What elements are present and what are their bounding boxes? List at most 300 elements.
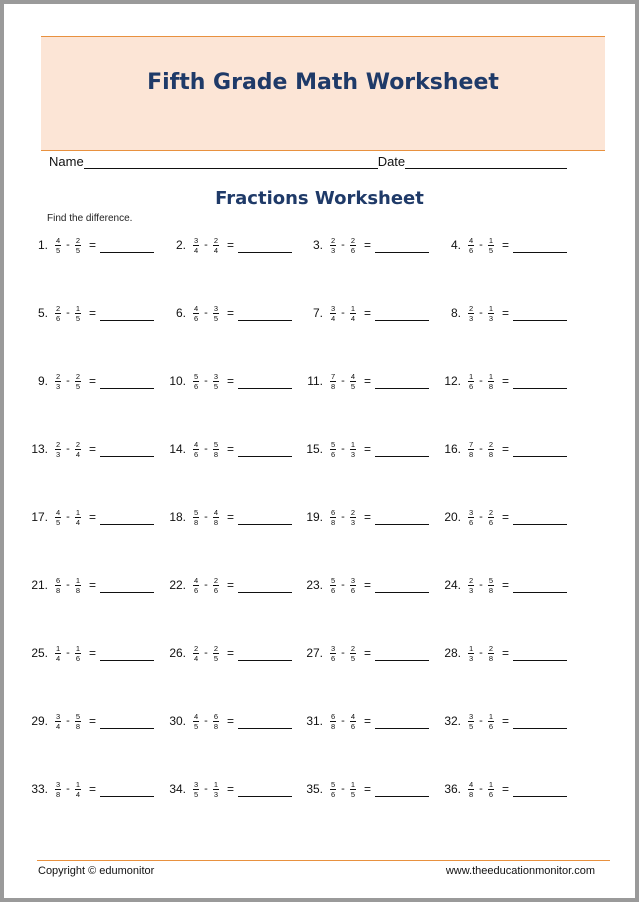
subtrahend-fraction (213, 780, 219, 799)
subtrahend-fraction (75, 644, 81, 663)
denominator: 6 (331, 653, 336, 663)
subtrahend-fraction (350, 508, 356, 527)
denominator: 6 (469, 517, 474, 527)
denominator: 3 (213, 789, 219, 799)
problem-number: 33. (31, 782, 48, 796)
minuend-fraction (193, 712, 199, 731)
problem-number: 10. (169, 374, 186, 388)
denominator: 4 (331, 313, 336, 323)
answer-blank[interactable] (375, 644, 429, 661)
answer-blank[interactable] (513, 712, 567, 729)
numerator: 1 (488, 303, 494, 313)
problem-item (28, 505, 154, 529)
equals-sign: = (364, 510, 372, 524)
answer-blank[interactable] (238, 236, 292, 253)
denominator: 5 (56, 517, 61, 527)
answer-blank[interactable] (100, 440, 154, 457)
numerator: 2 (469, 575, 474, 585)
problem-item (441, 369, 567, 393)
numerator: 1 (350, 439, 356, 449)
equals-sign: = (227, 238, 235, 252)
denominator: 8 (488, 449, 494, 459)
problem-number: 4. (450, 238, 461, 252)
minuend-fraction (55, 508, 61, 527)
numerator: 1 (488, 779, 494, 789)
denominator: 8 (331, 721, 336, 731)
problem-number: 6. (175, 306, 186, 320)
problem-number: 19. (306, 510, 323, 524)
denominator: 4 (194, 653, 199, 663)
equals-sign: = (502, 442, 510, 456)
problem-number: 11. (307, 374, 323, 388)
numerator: 2 (350, 507, 356, 517)
denominator: 4 (56, 653, 61, 663)
minus-sign: - (66, 579, 70, 591)
equals-sign: = (89, 714, 97, 728)
denominator: 5 (213, 381, 219, 391)
numerator: 1 (75, 575, 81, 585)
numerator: 3 (56, 779, 61, 789)
date-label: Date (377, 154, 406, 169)
minuend-fraction (468, 372, 474, 391)
problem-number: 2. (175, 238, 186, 252)
numerator: 3 (331, 643, 336, 653)
answer-blank[interactable] (100, 780, 154, 797)
numerator: 1 (75, 779, 81, 789)
problem-item (166, 709, 292, 733)
numerator: 6 (331, 507, 336, 517)
denominator: 8 (75, 721, 81, 731)
answer-blank[interactable] (238, 372, 292, 389)
denominator: 8 (194, 517, 199, 527)
problem-item (166, 437, 292, 461)
minuend-fraction (193, 440, 199, 459)
numerator: 2 (194, 643, 199, 653)
denominator: 6 (194, 449, 199, 459)
problem-item (441, 233, 567, 257)
subtrahend-fraction (488, 508, 494, 527)
numerator: 4 (350, 371, 356, 381)
denominator: 5 (213, 313, 219, 323)
equals-sign: = (502, 578, 510, 592)
equals-sign: = (227, 442, 235, 456)
minuend-fraction (330, 644, 336, 663)
denominator: 6 (469, 245, 474, 255)
denominator: 3 (469, 585, 474, 595)
numerator: 4 (56, 507, 61, 517)
denominator: 5 (56, 245, 61, 255)
numerator: 2 (488, 643, 494, 653)
problem-number: 7. (312, 306, 323, 320)
answer-blank[interactable] (513, 372, 567, 389)
problem-number: 22. (169, 578, 186, 592)
answer-blank[interactable] (513, 576, 567, 593)
numerator: 4 (194, 439, 199, 449)
denominator: 6 (350, 245, 356, 255)
answer-blank[interactable] (513, 304, 567, 321)
answer-blank[interactable] (375, 440, 429, 457)
minus-sign: - (341, 511, 345, 523)
answer-blank[interactable] (375, 712, 429, 729)
minuend-fraction (330, 508, 336, 527)
numerator: 3 (213, 303, 219, 313)
problem-item (303, 505, 429, 529)
denominator: 6 (194, 585, 199, 595)
denominator: 4 (75, 517, 81, 527)
minuend-fraction (55, 576, 61, 595)
numerator: 2 (488, 439, 494, 449)
numerator: 3 (56, 711, 61, 721)
equals-sign: = (89, 510, 97, 524)
equals-sign: = (364, 578, 372, 592)
answer-blank[interactable] (375, 780, 429, 797)
problem-item (303, 641, 429, 665)
subtrahend-fraction (350, 372, 356, 391)
denominator: 8 (488, 381, 494, 391)
minuend-fraction (55, 440, 61, 459)
answer-blank[interactable] (238, 780, 292, 797)
answer-blank[interactable] (100, 372, 154, 389)
subtrahend-fraction (75, 236, 81, 255)
numerator: 2 (350, 235, 356, 245)
minuend-fraction (468, 440, 474, 459)
problem-item (303, 233, 429, 257)
problem-number: 12. (444, 374, 461, 388)
equals-sign: = (502, 714, 510, 728)
denominator: 3 (350, 449, 356, 459)
problem-number: 15. (306, 442, 323, 456)
denominator: 8 (488, 653, 494, 663)
numerator: 1 (469, 643, 474, 653)
minuend-fraction (330, 440, 336, 459)
answer-blank[interactable] (513, 508, 567, 525)
answer-blank[interactable] (238, 304, 292, 321)
minuend-fraction (193, 576, 199, 595)
minuend-fraction (193, 304, 199, 323)
denominator: 4 (194, 245, 199, 255)
numerator: 2 (469, 303, 474, 313)
problem-number: 25. (31, 646, 48, 660)
worksheet-subtitle: Fractions Worksheet (215, 188, 424, 209)
equals-sign: = (89, 374, 97, 388)
problem-item (441, 641, 567, 665)
problem-item (28, 369, 154, 393)
problem-number: 3. (312, 238, 323, 252)
problem-number: 5. (37, 306, 48, 320)
minuend-fraction (330, 372, 336, 391)
answer-blank[interactable] (513, 236, 567, 253)
minuend-fraction (330, 712, 336, 731)
minus-sign: - (204, 647, 208, 659)
problem-item (166, 505, 292, 529)
problem-number: 8. (450, 306, 461, 320)
equals-sign: = (227, 646, 235, 660)
copyright-text: Copyright © edumonitor (38, 865, 155, 877)
problem-number: 14. (169, 442, 186, 456)
numerator: 4 (350, 711, 356, 721)
answer-blank[interactable] (100, 236, 154, 253)
problem-number: 17. (31, 510, 48, 524)
subtrahend-fraction (213, 712, 219, 731)
equals-sign: = (89, 646, 97, 660)
minus-sign: - (479, 375, 483, 387)
minus-sign: - (204, 715, 208, 727)
denominator: 8 (469, 449, 474, 459)
problem-number: 36. (444, 782, 461, 796)
numerator: 1 (469, 371, 474, 381)
minuend-fraction (330, 780, 336, 799)
numerator: 2 (75, 371, 81, 381)
minuend-fraction (468, 508, 474, 527)
equals-sign: = (364, 714, 372, 728)
problem-number: 9. (37, 374, 48, 388)
denominator: 5 (75, 381, 81, 391)
minuend-fraction (193, 372, 199, 391)
problem-number: 13. (31, 442, 48, 456)
denominator: 8 (488, 585, 494, 595)
subtrahend-fraction (75, 508, 81, 527)
minus-sign: - (204, 375, 208, 387)
denominator: 4 (75, 789, 81, 799)
problem-number: 1. (37, 238, 48, 252)
denominator: 6 (331, 449, 336, 459)
numerator: 2 (331, 235, 336, 245)
answer-blank[interactable] (513, 440, 567, 457)
denominator: 6 (194, 381, 199, 391)
problem-number: 29. (31, 714, 48, 728)
numerator: 6 (213, 711, 219, 721)
minus-sign: - (204, 443, 208, 455)
answer-blank[interactable] (238, 440, 292, 457)
problem-item (166, 641, 292, 665)
answer-blank[interactable] (375, 508, 429, 525)
numerator: 4 (213, 507, 219, 517)
subtrahend-fraction (75, 372, 81, 391)
denominator: 5 (213, 653, 219, 663)
minus-sign: - (204, 239, 208, 251)
denominator: 6 (488, 517, 494, 527)
subtrahend-fraction (488, 576, 494, 595)
name-label: Name (49, 154, 84, 169)
numerator: 5 (213, 439, 219, 449)
minuend-fraction (193, 508, 199, 527)
problem-item (28, 437, 154, 461)
problem-grid (4, 4, 639, 906)
denominator: 5 (350, 381, 356, 391)
denominator: 5 (469, 721, 474, 731)
denominator: 4 (75, 449, 81, 459)
answer-blank[interactable] (238, 644, 292, 661)
numerator: 2 (56, 303, 61, 313)
problem-item (303, 369, 429, 393)
equals-sign: = (89, 578, 97, 592)
equals-sign: = (227, 510, 235, 524)
minuend-fraction (468, 644, 474, 663)
numerator: 7 (331, 371, 336, 381)
denominator: 8 (331, 381, 336, 391)
numerator: 4 (469, 779, 474, 789)
minuend-fraction (468, 712, 474, 731)
denominator: 5 (75, 245, 81, 255)
numerator: 2 (56, 371, 61, 381)
answer-blank[interactable] (100, 712, 154, 729)
numerator: 5 (331, 575, 336, 585)
numerator: 6 (56, 575, 61, 585)
numerator: 5 (194, 507, 199, 517)
answer-blank[interactable] (375, 304, 429, 321)
numerator: 3 (350, 575, 356, 585)
numerator: 3 (213, 371, 219, 381)
subtrahend-fraction (488, 712, 494, 731)
equals-sign: = (89, 306, 97, 320)
problem-item (166, 233, 292, 257)
equals-sign: = (227, 578, 235, 592)
minus-sign: - (479, 783, 483, 795)
answer-blank[interactable] (238, 712, 292, 729)
subtrahend-fraction (350, 236, 356, 255)
numerator: 3 (194, 779, 199, 789)
denominator: 8 (469, 789, 474, 799)
numerator: 4 (194, 303, 199, 313)
denominator: 5 (194, 789, 199, 799)
problem-number: 27. (306, 646, 323, 660)
answer-blank[interactable] (100, 644, 154, 661)
numerator: 5 (75, 711, 81, 721)
numerator: 1 (75, 643, 81, 653)
equals-sign: = (502, 238, 510, 252)
numerator: 1 (213, 779, 219, 789)
minuend-fraction (193, 780, 199, 799)
minus-sign: - (66, 443, 70, 455)
answer-blank[interactable] (375, 236, 429, 253)
problem-item (28, 301, 154, 325)
problem-item (28, 573, 154, 597)
denominator: 6 (350, 585, 356, 595)
equals-sign: = (502, 782, 510, 796)
footer-divider (37, 860, 610, 861)
numerator: 2 (488, 507, 494, 517)
minus-sign: - (341, 375, 345, 387)
answer-blank[interactable] (513, 780, 567, 797)
answer-blank[interactable] (238, 508, 292, 525)
problem-number: 31. (306, 714, 323, 728)
denominator: 6 (194, 313, 199, 323)
subtrahend-fraction (350, 576, 356, 595)
minus-sign: - (479, 647, 483, 659)
equals-sign: = (89, 782, 97, 796)
denominator: 3 (56, 449, 61, 459)
minus-sign: - (479, 579, 483, 591)
numerator: 2 (213, 575, 219, 585)
answer-blank[interactable] (100, 576, 154, 593)
subtrahend-fraction (213, 576, 219, 595)
denominator: 6 (469, 381, 474, 391)
numerator: 1 (488, 711, 494, 721)
denominator: 5 (488, 245, 494, 255)
problem-number: 16. (444, 442, 461, 456)
minuend-fraction (468, 236, 474, 255)
minus-sign: - (66, 239, 70, 251)
problem-item (303, 437, 429, 461)
subtrahend-fraction (213, 644, 219, 663)
denominator: 8 (56, 585, 61, 595)
equals-sign: = (364, 306, 372, 320)
minuend-fraction (55, 372, 61, 391)
minus-sign: - (479, 715, 483, 727)
minuend-fraction (55, 236, 61, 255)
subtrahend-fraction (75, 440, 81, 459)
minus-sign: - (66, 715, 70, 727)
equals-sign: = (364, 782, 372, 796)
denominator: 6 (488, 789, 494, 799)
minuend-fraction (468, 780, 474, 799)
problem-item (28, 233, 154, 257)
numerator: 6 (331, 711, 336, 721)
subtrahend-fraction (75, 576, 81, 595)
problem-item (303, 301, 429, 325)
denominator: 6 (331, 585, 336, 595)
equals-sign: = (227, 714, 235, 728)
numerator: 2 (75, 439, 81, 449)
minus-sign: - (341, 647, 345, 659)
problem-item (441, 505, 567, 529)
minus-sign: - (66, 647, 70, 659)
denominator: 8 (75, 585, 81, 595)
minus-sign: - (341, 307, 345, 319)
answer-blank[interactable] (375, 576, 429, 593)
numerator: 5 (331, 779, 336, 789)
numerator: 1 (350, 303, 356, 313)
denominator: 6 (350, 721, 356, 731)
denominator: 6 (331, 789, 336, 799)
answer-blank[interactable] (238, 576, 292, 593)
subtrahend-fraction (350, 304, 356, 323)
problem-number: 23. (306, 578, 323, 592)
problem-item (28, 777, 154, 801)
denominator: 5 (350, 653, 356, 663)
minuend-fraction (55, 780, 61, 799)
page-title: Fifth Grade Math Worksheet (147, 70, 499, 95)
problem-item (166, 573, 292, 597)
denominator: 5 (75, 313, 81, 323)
answer-blank[interactable] (513, 644, 567, 661)
numerator: 1 (488, 371, 494, 381)
minuend-fraction (468, 576, 474, 595)
answer-blank[interactable] (100, 508, 154, 525)
answer-blank[interactable] (100, 304, 154, 321)
equals-sign: = (364, 374, 372, 388)
subtrahend-fraction (213, 508, 219, 527)
minus-sign: - (204, 783, 208, 795)
minuend-fraction (55, 712, 61, 731)
subtrahend-fraction (213, 304, 219, 323)
problem-item (303, 777, 429, 801)
minus-sign: - (341, 579, 345, 591)
denominator: 3 (488, 313, 494, 323)
minuend-fraction (55, 304, 61, 323)
numerator: 5 (331, 439, 336, 449)
denominator: 4 (213, 245, 219, 255)
answer-blank[interactable] (375, 372, 429, 389)
minus-sign: - (341, 239, 345, 251)
subtrahend-fraction (75, 712, 81, 731)
problem-item (441, 573, 567, 597)
problem-number: 34. (169, 782, 186, 796)
minus-sign: - (204, 511, 208, 523)
denominator: 4 (56, 721, 61, 731)
subtrahend-fraction (488, 780, 494, 799)
problem-number: 35. (306, 782, 323, 796)
